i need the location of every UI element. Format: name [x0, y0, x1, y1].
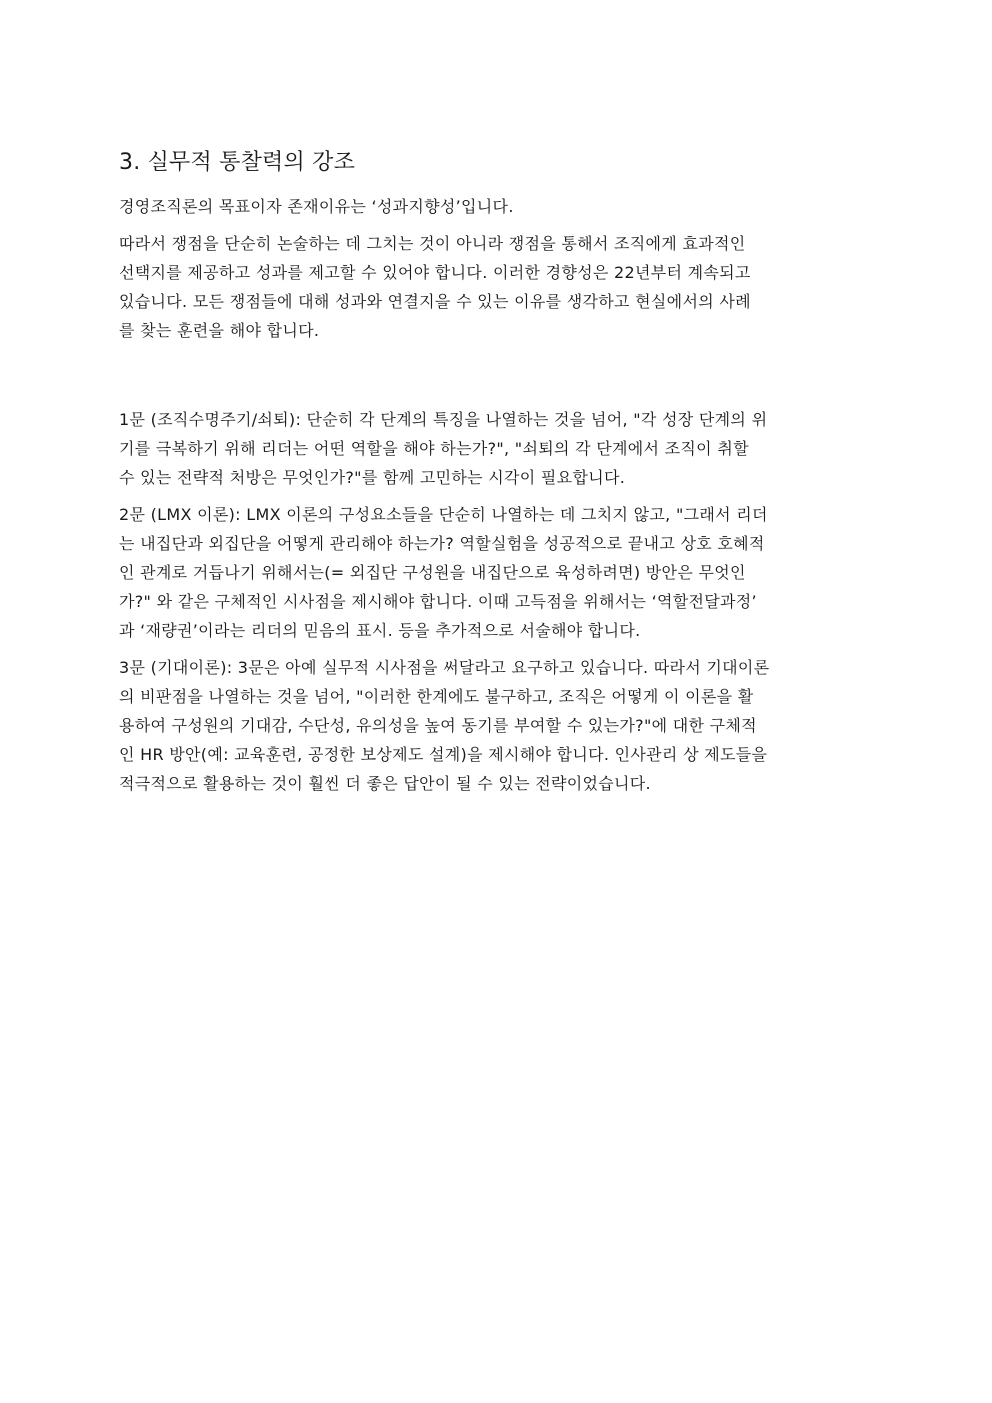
text-line: 1문 (조직수명주기/쇠퇴): 단순히 각 단계의 특징을 나열하는 것을 넘어, "각 성장 단계의 위 [119, 410, 768, 429]
text-line: 의 비판점을 나열하는 것을 넘어, "이러한 한계에도 불구하고, 조직은 어떻게 이 이론을 활 [119, 687, 754, 706]
text-line: 인 HR 방안(예: 교육훈련, 공정한 보상제도 설계)을 제시해야 합니다. 인사관리 상 제도들을 [119, 745, 768, 764]
text-line: 는 내집단과 외집단을 어떻게 관리해야 하는가? 역할실험을 성공적으로 끝내고 상호 호혜적 [119, 534, 765, 553]
question-3-paragraph [119, 653, 879, 798]
text-line: 인 관계로 거듭나기 위해서는(= 외집단 구성원을 내집단으로 육성하려면) 방안은 무엇인 [119, 563, 746, 582]
text-line: 적극적으로 활용하는 것이 훨씬 더 좋은 답안이 될 수 있는 전략이었습니다. [119, 774, 651, 793]
text-line: 기를 극복하기 위해 리더는 어떤 역할을 해야 하는가?", "쇠퇴의 각 단계에서 조직이 취할 [119, 439, 749, 458]
text-line: 과 ‘재량권’이라는 리더의 믿음의 표시. 등을 추가적으로 서술해야 합니다. [119, 621, 641, 640]
text-line: 경영조직론의 목표이자 존재이유는 ‘성과지향성’입니다. [119, 197, 514, 216]
body-paragraph [119, 229, 879, 345]
text-line: 를 찾는 훈련을 해야 합니다. [119, 321, 320, 340]
text-line: 3문 (기대이론): 3문은 아예 실무적 시사점을 써달라고 요구하고 있습니다. 따라서 기대이론 [119, 658, 770, 677]
question-1-paragraph [119, 405, 879, 492]
document-content [119, 148, 879, 806]
text-line: 선택지를 제공하고 성과를 제고할 수 있어야 합니다. 이러한 경향성은 22년부터 계속되고 [119, 263, 751, 282]
text-line: 가?" 와 같은 구체적인 시사점을 제시해야 합니다. 이때 고득점을 위해서는 ‘역할전달과정’ [119, 592, 757, 611]
text-line: 수 있는 전략적 처방은 무엇인가?"를 함께 고민하는 시각이 필요합니다. [119, 468, 626, 487]
intro-paragraph [119, 192, 879, 221]
paragraph-spacer [119, 353, 879, 405]
section-heading: 3. 실무적 통찰력의 강조 [119, 150, 356, 175]
text-line: 2문 (LMX 이론): LMX 이론의 구성요소들을 단순히 나열하는 데 그치지 않고, "그래서 리더 [119, 505, 768, 524]
text-line: 있습니다. 모든 쟁점들에 대해 성과와 연결지을 수 있는 이유를 생각하고 현실에서의 사례 [119, 292, 751, 311]
question-2-paragraph [119, 500, 879, 645]
text-line: 따라서 쟁점을 단순히 논술하는 데 그치는 것이 아니라 쟁점을 통해서 조직에게 효과적인 [119, 234, 746, 253]
text-line: 용하여 구성원의 기대감, 수단성, 유의성을 높여 동기를 부여할 수 있는가?"에 대한 구체적 [119, 716, 757, 735]
